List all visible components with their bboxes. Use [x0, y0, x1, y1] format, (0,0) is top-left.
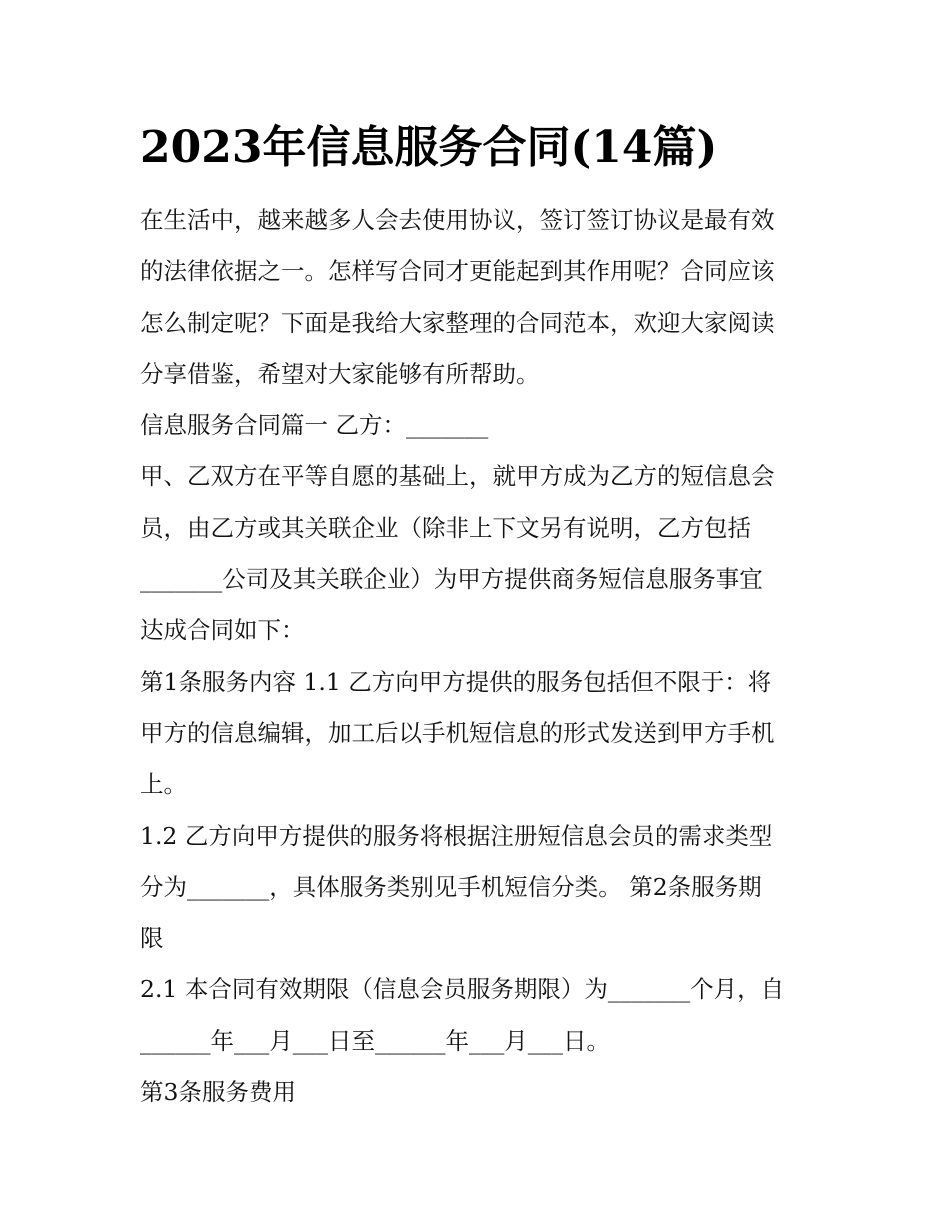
body-line: 分为_______，具体服务类别见手机短信分类。 第2条服务期 [140, 872, 762, 901]
body-line: 限 [140, 924, 164, 953]
body-line: 在生活中，越来越多人会去使用协议，签订签订协议是最有效 [140, 206, 775, 234]
body-line: 分享借鉴，希望对大家能够有所帮助。 [140, 359, 540, 388]
body-line: 上。 [140, 770, 187, 799]
document-body [140, 195, 818, 1118]
body-line: 甲、乙双方在平等自愿的基础上，就甲方成为乙方的短信息会 [140, 462, 775, 491]
body-line: 第1条服务内容 1.1 乙方向甲方提供的服务包括但不限于：将 [140, 667, 772, 696]
body-line: 第3条服务费用 [140, 1078, 296, 1107]
body-line: 信息服务合同篇一 乙方：_______ [140, 411, 489, 440]
body-line: 的法律依据之一。怎样写合同才更能起到其作用呢？合同应该 [140, 257, 775, 286]
body-line: 1.2 乙方向甲方提供的服务将根据注册短信息会员的需求类型 [140, 821, 773, 850]
body-line: 甲方的信息编辑，加工后以手机短信息的形式发送到甲方手机 [140, 718, 775, 747]
body-line: ______年___月___日至______年___月___日。 [140, 1026, 610, 1055]
document-title: 2023年信息服务合同(14篇) [140, 122, 718, 173]
body-line: 员，由乙方或其关联企业（除非上下文另有说明，乙方包括 [140, 513, 751, 542]
body-line: _______公司及其关联企业）为甲方提供商务短信息服务事宜 [140, 565, 763, 594]
body-line: 达成合同如下： [140, 616, 305, 645]
body-line: 2.1 本合同有效期限（信息会员服务期限）为_______个月，自 [140, 975, 785, 1004]
body-line: 怎么制定呢？下面是我给大家整理的合同范本，欢迎大家阅读 [140, 308, 775, 337]
